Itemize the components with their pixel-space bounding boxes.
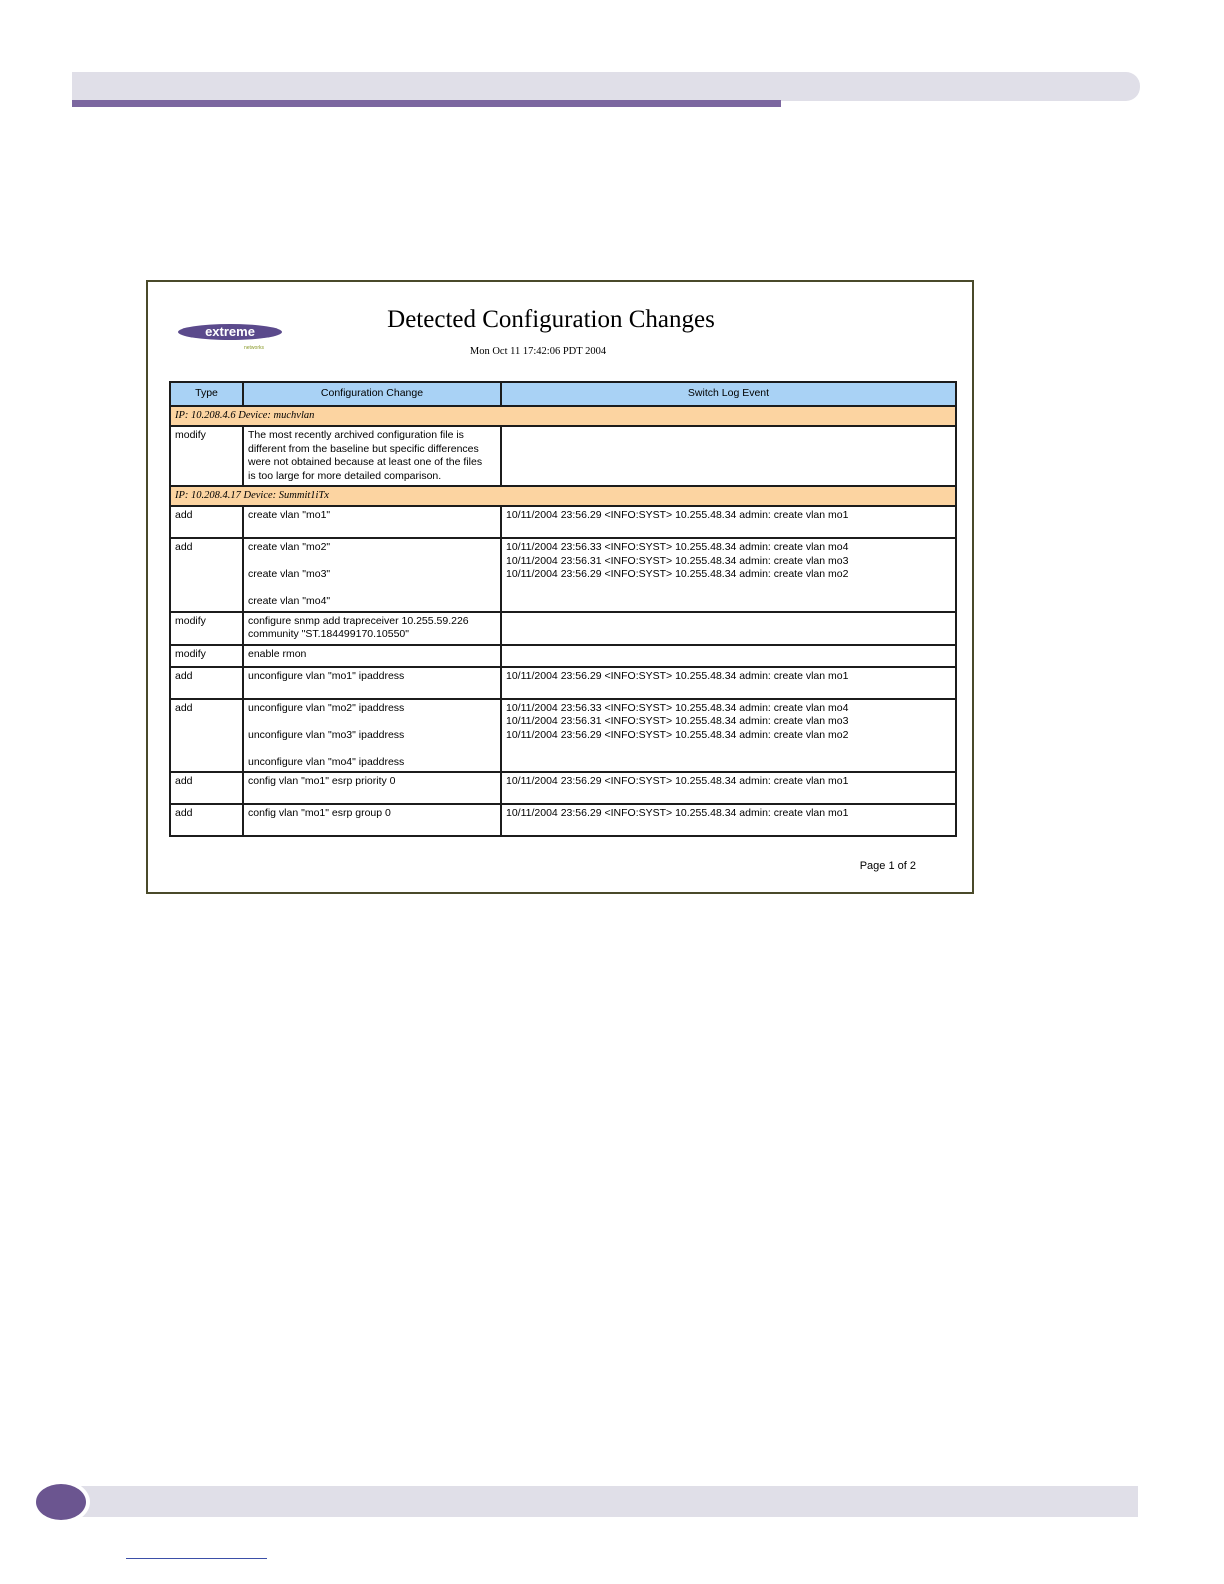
switch-log-event-line: 10/11/2004 23:56.31 <INFO:SYST> 10.255.48.34 admin: create vlan mo3 — [506, 554, 849, 567]
configuration-change-cell — [243, 804, 501, 836]
configuration-change-line: configure snmp add trapreceiver 10.255.59.226 — [248, 614, 469, 627]
configuration-change-cell — [243, 506, 501, 538]
switch-log-event-cell — [501, 645, 956, 667]
table-row — [170, 645, 956, 667]
logo-tagline: networks — [243, 345, 265, 351]
switch-log-event-line: 10/11/2004 23:56.29 <INFO:SYST> 10.255.48.34 admin: create vlan mo1 — [506, 669, 849, 682]
switch-log-event-line: 10/11/2004 23:56.33 <INFO:SYST> 10.255.48.34 admin: create vlan mo4 — [506, 701, 849, 714]
switch-log-event-line: 10/11/2004 23:56.29 <INFO:SYST> 10.255.48.34 admin: create vlan mo2 — [506, 728, 849, 741]
switch-log-event-line: 10/11/2004 23:56.33 <INFO:SYST> 10.255.48.34 admin: create vlan mo4 — [506, 541, 849, 553]
configuration-change-line: were not obtained because at least one of the files — [248, 456, 483, 468]
table-row — [170, 699, 956, 773]
configuration-change-cell — [243, 645, 501, 667]
device-group-row — [170, 486, 956, 506]
configuration-change-line: create vlan "mo3" — [248, 568, 331, 580]
line-gap — [248, 555, 496, 569]
change-type-cell: add — [170, 506, 243, 538]
switch-log-event-line: 10/11/2004 23:56.29 <INFO:SYST> 10.255.48.34 admin: create vlan mo1 — [506, 509, 849, 521]
switch-log-event-cell — [501, 804, 956, 836]
switch-log-event-line: 10/11/2004 23:56.29 <INFO:SYST> 10.255.48.34 admin: create vlan mo1 — [506, 775, 849, 787]
table-row — [170, 667, 956, 699]
device-label: IP: 10.208.4.17 Device: Summit1iTx — [170, 486, 956, 506]
switch-log-event-cell — [501, 506, 956, 538]
switch-log-event-cell — [501, 426, 956, 486]
switch-log-event-line: 10/11/2004 23:56.31 <INFO:SYST> 10.255.48.34 admin: create vlan mo3 — [506, 715, 849, 727]
page-footer-band — [80, 1486, 1138, 1517]
configuration-change-line: create vlan "mo4" — [248, 595, 331, 607]
change-type-cell: add — [170, 667, 243, 699]
device-label: IP: 10.208.4.6 Device: muchvlan — [170, 406, 956, 426]
page-number: Page 1 of 2 — [859, 860, 916, 872]
configuration-change-line: enable rmon — [248, 647, 307, 660]
column-header-configuration-change: Configuration Change — [243, 382, 501, 406]
change-type-cell: modify — [170, 426, 243, 486]
switch-log-event-cell — [501, 772, 956, 804]
configuration-change-line: config vlan "mo1" esrp group 0 — [248, 807, 391, 819]
line-gap — [248, 742, 496, 756]
switch-log-event-line: 10/11/2004 23:56.29 <INFO:SYST> 10.255.48.34 admin: create vlan mo1 — [506, 807, 849, 819]
table-header-row — [170, 382, 956, 406]
report-figure — [146, 280, 974, 894]
table-row — [170, 772, 956, 804]
configuration-change-line: create vlan "mo2" — [248, 541, 331, 553]
changes-table — [169, 381, 957, 837]
configuration-change-cell — [243, 538, 501, 612]
change-type-cell: add — [170, 699, 243, 773]
footer-link-underline — [126, 1558, 267, 1559]
table-row — [170, 426, 956, 486]
switch-log-event-cell — [501, 538, 956, 612]
configuration-change-line: config vlan "mo1" esrp priority 0 — [248, 775, 396, 787]
configuration-change-line: unconfigure vlan "mo3" ipaddress — [248, 728, 405, 741]
switch-log-event-cell — [501, 667, 956, 699]
switch-log-event-cell — [501, 612, 956, 645]
configuration-change-cell — [243, 699, 501, 773]
device-group-row — [170, 406, 956, 426]
report-date: Mon Oct 11 17:42:06 PDT 2004 — [469, 346, 607, 357]
change-type-cell: modify — [170, 612, 243, 645]
configuration-change-line: different from the baseline but specific differences — [248, 442, 479, 455]
column-header-switch-log-event: Switch Log Event — [501, 382, 956, 406]
configuration-change-line: unconfigure vlan "mo2" ipaddress — [248, 701, 405, 714]
table-row — [170, 506, 956, 538]
changes-table-body — [170, 406, 956, 836]
switch-log-event-cell — [501, 699, 956, 773]
configuration-change-cell — [243, 612, 501, 645]
configuration-change-line: create vlan "mo1" — [248, 509, 331, 521]
configuration-change-line: unconfigure vlan "mo1" ipaddress — [248, 669, 405, 682]
change-type-cell: modify — [170, 645, 243, 667]
column-header-type: Type — [170, 382, 243, 406]
page-header-band — [72, 72, 1140, 101]
report-title: Detected Configuration Changes — [387, 306, 715, 333]
configuration-change-line: The most recently archived configuration file is — [248, 429, 464, 441]
configuration-change-line: unconfigure vlan "mo4" ipaddress — [248, 755, 405, 768]
line-gap — [248, 715, 496, 729]
logo-text: extreme — [205, 324, 255, 339]
change-type-cell: add — [170, 772, 243, 804]
configuration-change-cell — [243, 426, 501, 486]
table-row — [170, 612, 956, 645]
table-row — [170, 538, 956, 612]
page-header-accent — [72, 100, 781, 107]
change-type-cell: add — [170, 804, 243, 836]
line-gap — [248, 582, 496, 596]
page-number-badge — [36, 1484, 86, 1520]
configuration-change-line: community "ST.184499170.10550" — [248, 628, 409, 640]
configuration-change-cell — [243, 772, 501, 804]
configuration-change-line: is too large for more detailed comparison. — [248, 469, 442, 482]
change-type-cell: add — [170, 538, 243, 612]
configuration-change-cell — [243, 667, 501, 699]
switch-log-event-line: 10/11/2004 23:56.29 <INFO:SYST> 10.255.48.34 admin: create vlan mo2 — [506, 568, 849, 580]
table-row — [170, 804, 956, 836]
